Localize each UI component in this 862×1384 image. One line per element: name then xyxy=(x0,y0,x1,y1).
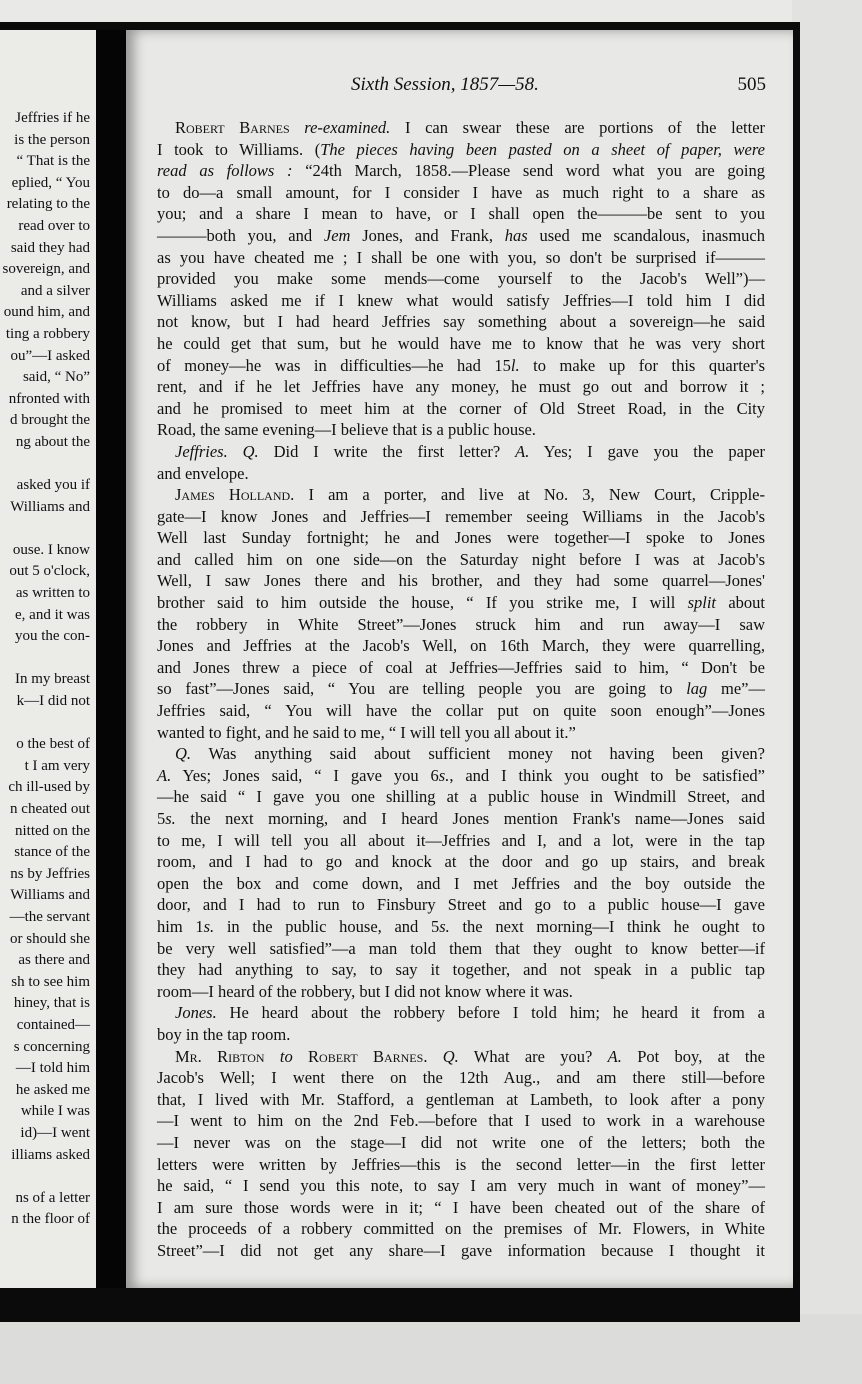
line-text: boy in the tap room. xyxy=(157,1024,291,1044)
italic-text: re-examined. xyxy=(304,118,391,137)
left-page-line: relating to the xyxy=(6,196,90,213)
text-line xyxy=(157,333,765,355)
line-text: and Jones threw a piece of coal at Jeffries—Jeffries said to him, “ Don't be xyxy=(157,657,765,677)
line-text: Jones, and Frank, xyxy=(350,225,505,245)
left-page-line: you the con- xyxy=(15,628,90,645)
left-page-line xyxy=(0,713,90,735)
text-line xyxy=(157,247,765,269)
text-line xyxy=(157,1002,765,1024)
line-text: Jeffries said, “ You will have the collar put on quite soon enough”—Jones xyxy=(157,701,765,721)
line-text: and he promised to meet him at the corner of Old Street Road, in the City xyxy=(157,398,765,418)
left-page-line: nitted on the xyxy=(15,822,90,839)
line-text: Did I write the first letter? xyxy=(258,441,516,461)
italic-text: The pieces having been pasted on a sheet of paper, were xyxy=(320,139,765,159)
left-page-line: contained— xyxy=(16,1016,90,1033)
line-text: Pot boy, at the xyxy=(621,1046,765,1066)
line-text: Street”—I did not get any share—I gave information because I thought it xyxy=(157,1240,765,1260)
left-page-line: Williams and xyxy=(10,887,90,904)
scanner-background-right xyxy=(792,0,862,1384)
line-text: to do—a small amount, for I consider I have as much right to a share as xyxy=(157,182,765,202)
line-text: Was anything said about sufficient money not having been given? xyxy=(191,744,765,764)
line-text: I can swear these are portions of the letter xyxy=(390,118,766,137)
text-line xyxy=(157,225,765,247)
left-page-text xyxy=(0,108,90,1231)
italic-text: l. xyxy=(510,355,520,375)
text-line xyxy=(157,117,765,139)
line-text xyxy=(228,442,243,461)
text-line xyxy=(157,678,765,700)
text-line xyxy=(157,484,765,506)
left-page-line: said they had xyxy=(10,239,90,256)
text-line xyxy=(157,1110,765,1132)
running-title: Sixth Session, 1857—58. xyxy=(351,74,539,95)
italic-text: Q. xyxy=(242,441,259,461)
text-line xyxy=(157,182,765,204)
text-line xyxy=(157,614,765,636)
line-text: door, and I had to run to Finsbury Street and go to a public house—I gave xyxy=(157,895,765,915)
line-text: , and I think you ought to be satisfied” xyxy=(449,765,765,785)
italic-text: Jeffries. xyxy=(175,441,228,461)
text-line xyxy=(157,1175,765,1197)
line-text xyxy=(290,118,305,137)
left-page-line: k—I did not xyxy=(16,693,90,710)
italic-text: split xyxy=(687,593,717,613)
italic-text: s. xyxy=(438,765,450,785)
italic-text: lag xyxy=(686,679,708,699)
left-page-line: s concerning xyxy=(13,1038,90,1055)
left-page-line: ting a robbery xyxy=(5,325,90,342)
line-text: so fast”—Jones said, “ You are telling people you are going to xyxy=(157,679,687,699)
italic-text: A. xyxy=(157,765,172,785)
left-page-line: —the servant xyxy=(9,908,90,925)
text-line xyxy=(157,160,765,182)
left-page-line: —I told him xyxy=(15,1060,90,1077)
line-text: Well, I saw Jones there and his brother, and they had some quarrel—Jones' xyxy=(157,571,765,591)
line-text: I took to Williams. ( xyxy=(157,139,321,159)
text-line xyxy=(157,1240,765,1262)
scanner-background-bottom xyxy=(0,1314,862,1384)
line-text: rent, and if he let Jeffries have any money, he must go out and borrow it ; xyxy=(157,377,765,397)
text-line xyxy=(157,808,765,830)
left-page-line: ou”—I asked xyxy=(10,347,90,364)
line-text: —I never was on the stage—I did not write one of the letters; both the xyxy=(157,1132,765,1152)
line-text: the robbery in White Street”—Jones struck him and run away—I saw xyxy=(157,614,765,634)
text-line xyxy=(157,1132,765,1154)
line-text: the next morning, and I heard Jones mention Frank's name—Jones said xyxy=(175,809,765,828)
line-text: Williams asked me if I knew what would satisfy Jeffries—I told him I did xyxy=(157,290,765,310)
text-line xyxy=(157,419,765,441)
speaker-name: Robert Barnes xyxy=(308,1046,424,1066)
line-text: used me scandalous, inasmuch xyxy=(527,225,765,245)
text-line xyxy=(157,268,765,290)
line-text: ———both you, and xyxy=(157,225,324,245)
italic-text: s. xyxy=(203,916,215,936)
left-page-line xyxy=(0,1166,90,1188)
left-page-line: is the person xyxy=(14,131,90,148)
line-text: —he said “ I gave you one shilling at a public house in Windmill Street, and xyxy=(157,787,765,807)
left-page-line: or should she xyxy=(10,930,90,947)
line-text: room—I heard of the robbery, but I did not know where it was. xyxy=(157,981,573,1001)
line-text: him 1 xyxy=(157,916,204,936)
line-text: . xyxy=(423,1046,443,1066)
left-page-line: Williams and xyxy=(10,498,90,515)
text-line xyxy=(157,355,765,377)
left-page-line: id)—I went xyxy=(20,1124,90,1141)
text-line xyxy=(157,592,765,614)
text-line xyxy=(157,700,765,722)
left-page-line: o the best of xyxy=(16,736,90,753)
italic-text: Q. xyxy=(442,1046,459,1066)
line-text: He heard about the robbery before I told him; he heard it from a xyxy=(216,1003,765,1023)
line-text xyxy=(265,1047,280,1066)
line-text: me”— xyxy=(707,679,765,699)
italic-text: A. xyxy=(515,441,530,461)
text-line xyxy=(157,916,765,938)
text-line xyxy=(157,203,765,225)
left-page-line: while I was xyxy=(20,1103,90,1120)
left-page-line: sh to see him xyxy=(11,973,90,990)
line-text: “24th March, 1858.—Please send word what you are going xyxy=(292,161,765,181)
text-line xyxy=(157,851,765,873)
line-text: I am sure those words were in it; “ I have been cheated out of the share of xyxy=(157,1197,765,1217)
book-gutter xyxy=(96,30,126,1288)
left-page-line: Jeffries if he xyxy=(15,110,90,126)
text-line xyxy=(157,139,765,161)
line-text: not know, but I had heard Jeffries say something about a sovereign—he said xyxy=(157,312,765,332)
line-text: they had anything to say, to say it together, and not speak in a public tap xyxy=(157,960,765,980)
left-page-line: illiams asked xyxy=(11,1146,90,1163)
line-text: of money—he was in difficulties—he had 15 xyxy=(157,355,511,375)
text-line xyxy=(157,1218,765,1240)
text-line xyxy=(157,1067,765,1089)
text-line xyxy=(157,830,765,852)
line-text: Jones and Jeffries at the Jacob's Well, on 16th March, they were quarrelling, xyxy=(157,636,765,656)
text-line xyxy=(157,765,765,787)
page-header xyxy=(126,74,766,98)
left-page-line: “ That is the xyxy=(16,153,90,170)
italic-text: Jones. xyxy=(175,1003,217,1023)
line-text: the next morning—I think he ought to xyxy=(449,916,765,936)
line-text: the proceeds of a robbery committed on the premises of Mr. Flowers, in White xyxy=(157,1219,765,1239)
left-page-line: d brought the xyxy=(10,412,90,429)
text-line xyxy=(157,786,765,808)
left-page-line xyxy=(0,518,90,540)
line-text: Jacob's Well; I went there on the 12th Aug., and am there still—before xyxy=(157,1068,765,1088)
text-line xyxy=(157,981,765,1003)
text-line xyxy=(157,506,765,528)
text-line xyxy=(157,743,765,765)
left-page-line: stance of the xyxy=(14,844,90,861)
left-page-line: ound him, and xyxy=(3,304,90,321)
left-page-line: and a silver xyxy=(20,282,90,299)
text-line xyxy=(157,1046,765,1068)
text-line xyxy=(157,959,765,981)
left-page-line: n the floor of xyxy=(11,1211,90,1228)
line-text: Well last Sunday fortnight; he and Jones were together—I spoke to Jones xyxy=(157,528,765,548)
italic-text: A. xyxy=(607,1046,622,1066)
testimony-text xyxy=(157,117,765,1261)
text-line xyxy=(157,549,765,571)
line-text: gate—I know Jones and Jeffries—I remember seeing Williams in the Jacob's xyxy=(157,506,765,526)
text-line xyxy=(157,1089,765,1111)
speaker-name: James Holland xyxy=(175,485,291,505)
text-line xyxy=(157,894,765,916)
text-line xyxy=(157,527,765,549)
line-text: Yes; Jones said, “ I gave you 6 xyxy=(171,765,439,785)
line-text: open the box and come down, and I met Jeffries and the boy outside the xyxy=(157,873,765,893)
left-page-line xyxy=(0,454,90,476)
line-text: —I went to him on the 2nd Feb.—before that I used to work in a warehouse xyxy=(157,1111,765,1131)
line-text: to me, I will tell you all about it—Jeffries and I, and a lot, were in the tap xyxy=(157,830,765,850)
text-line xyxy=(157,398,765,420)
italic-text: s. xyxy=(165,809,176,828)
line-text: be very well satisfied”—a man told them that they ought to know better—if xyxy=(157,938,765,958)
line-text: provided you make some mends—come yourself to the Jacob's Well”)— xyxy=(157,269,765,289)
left-page-line: e, and it was xyxy=(15,606,90,623)
line-text: What are you? xyxy=(458,1046,608,1066)
text-line xyxy=(157,570,765,592)
line-text: and called him on one side—on the Saturday night before I was at Jacob's xyxy=(157,549,765,569)
text-line xyxy=(157,376,765,398)
line-text: to make up for this quarter's xyxy=(519,355,765,375)
line-text: he could get that sum, but he would have me to know that he was very short xyxy=(157,333,765,353)
left-page-line: sovereign, and xyxy=(2,261,90,278)
left-page-line: out 5 o'clock, xyxy=(9,563,90,580)
text-line xyxy=(157,873,765,895)
line-text xyxy=(293,1047,308,1066)
italic-text: s. xyxy=(439,916,450,936)
line-text: he said, “ I send you this note, to say I am very much in want of money”— xyxy=(157,1176,765,1196)
left-page-line: ns by Jeffries xyxy=(10,865,90,882)
left-page-line: as there and xyxy=(18,952,90,969)
left-page-line: ouse. I know xyxy=(12,541,90,558)
line-text: 5 xyxy=(157,809,166,828)
left-page-line: asked you if xyxy=(16,477,90,494)
line-text: Yes; I gave you the paper xyxy=(529,441,766,461)
italic-text: Q. xyxy=(175,744,192,764)
left-page-line: hiney, that is xyxy=(13,995,90,1012)
speaker-name: Robert Barnes xyxy=(175,118,290,137)
left-page-line: ns of a letter xyxy=(15,1189,90,1206)
line-text: that, I lived with Mr. Stafford, a gentleman at Lambeth, to look after a pony xyxy=(157,1089,765,1109)
italic-text: has xyxy=(504,225,528,245)
text-line xyxy=(157,657,765,679)
line-text: brother said to him outside the house, “ If you strike me, I will xyxy=(157,593,688,613)
left-page-line: In my breast xyxy=(15,671,90,688)
line-text: . I am a porter, and live at No. 3, New Court, Cripple- xyxy=(290,485,765,505)
text-line xyxy=(157,463,765,485)
left-page-line: ch ill-used by xyxy=(8,779,90,796)
left-page-line: read over to xyxy=(18,217,90,234)
text-line xyxy=(157,635,765,657)
left-page-line: eplied, “ You xyxy=(11,174,90,191)
left-page-line: t I am very xyxy=(24,757,90,774)
line-text: wanted to fight, and he said to me, “ I will tell you all about it.” xyxy=(157,722,576,742)
line-text: in the public house, and 5 xyxy=(214,916,440,936)
text-line xyxy=(157,722,765,744)
line-text: and envelope. xyxy=(157,463,249,483)
text-line xyxy=(157,938,765,960)
italic-text: Jem xyxy=(323,225,351,245)
page-number: 505 xyxy=(737,74,766,95)
italic-text: read as follows : xyxy=(157,161,293,181)
text-line xyxy=(157,1154,765,1176)
text-line xyxy=(157,290,765,312)
line-text: letters were written by Jeffries—this is the second letter—in the first letter xyxy=(157,1154,765,1174)
left-page-line: he asked me xyxy=(15,1081,90,1098)
left-page-line: n cheated out xyxy=(10,801,90,817)
left-page-line xyxy=(0,648,90,670)
line-text: about xyxy=(716,593,765,613)
speaker-name: Mr. Ribton xyxy=(175,1046,265,1066)
text-line xyxy=(157,311,765,333)
left-page-line: as written to xyxy=(15,585,90,602)
left-page-line: ng about the xyxy=(15,433,90,450)
left-page-line: nfronted with xyxy=(8,390,90,407)
line-text: Road, the same evening—I believe that is a public house. xyxy=(157,420,536,440)
text-line xyxy=(157,1197,765,1219)
italic-text: to xyxy=(279,1046,293,1066)
text-line xyxy=(157,1024,765,1046)
text-line xyxy=(157,441,765,463)
left-page-line: said, “ No” xyxy=(22,369,90,386)
line-text: you; and a share I mean to have, or I shall open the———be sent to you xyxy=(157,204,765,224)
left-page xyxy=(0,30,96,1288)
line-text: as you have cheated me ; I shall be one with you, so don't be surprised if——— xyxy=(157,247,765,267)
line-text: room, and I had to go and knock at the door and go up stairs, and break xyxy=(157,852,765,872)
